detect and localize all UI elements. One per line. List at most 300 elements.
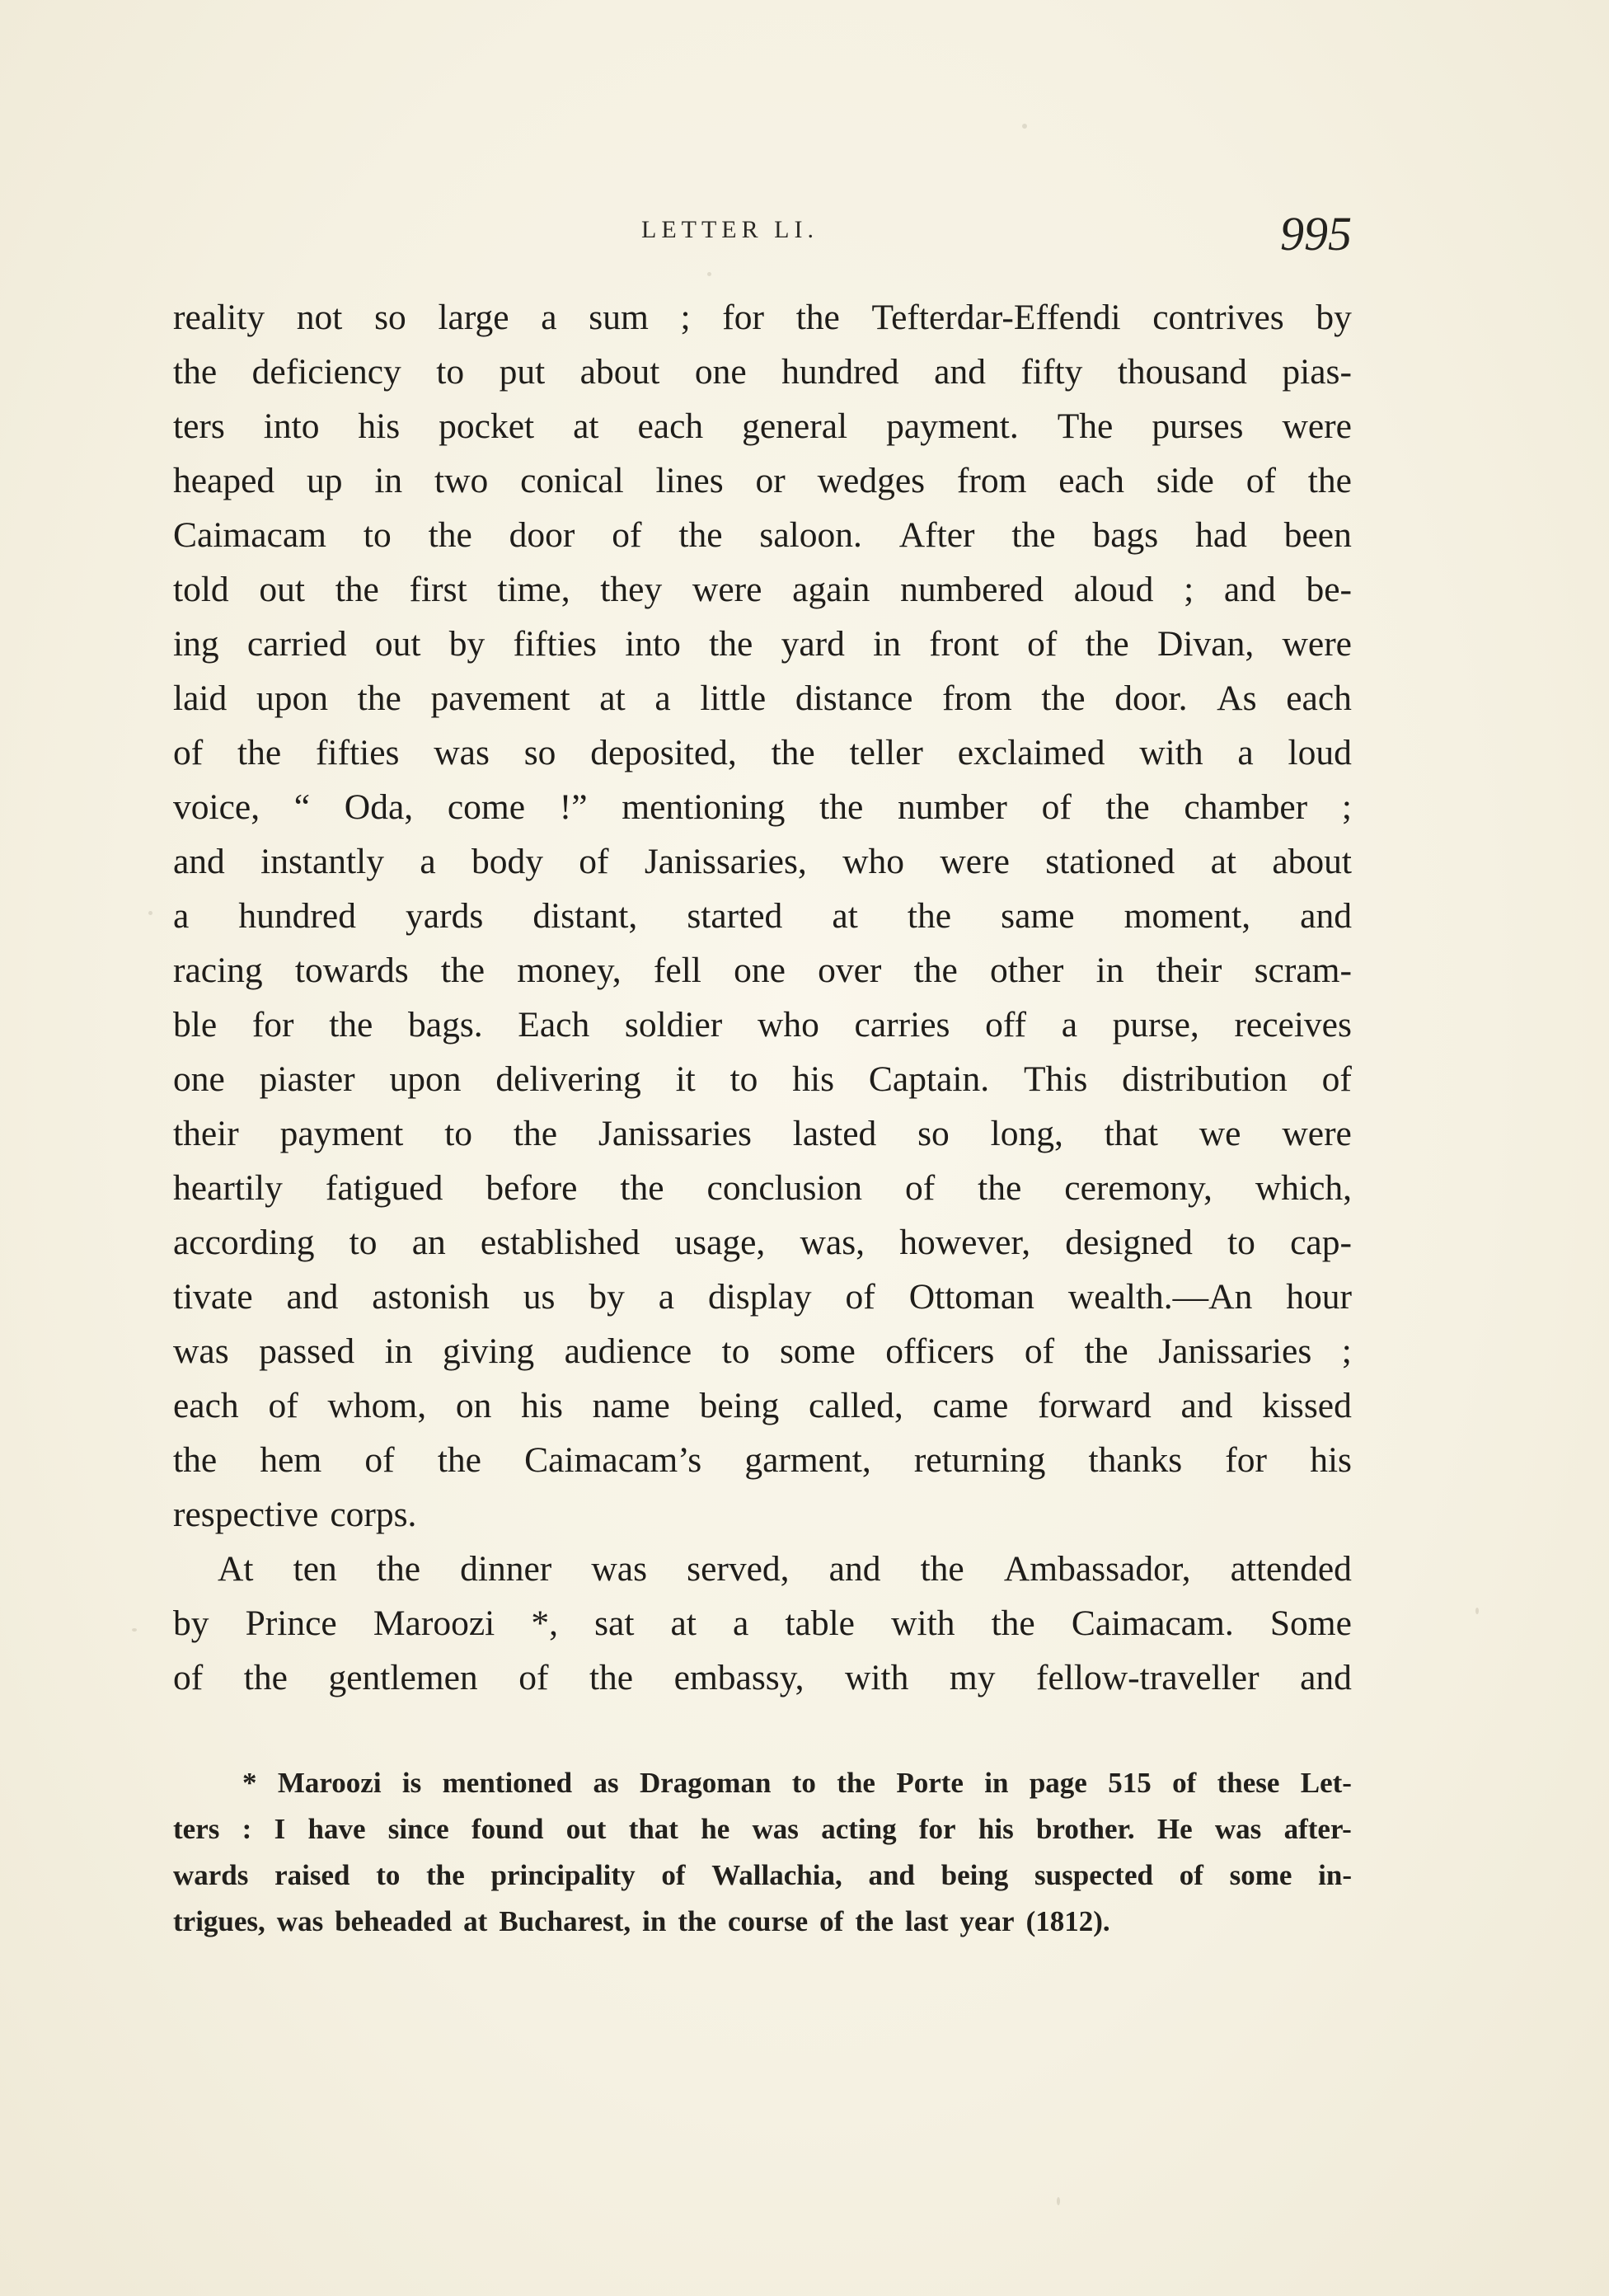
word: in xyxy=(384,1331,413,1371)
word: This xyxy=(1023,1059,1088,1099)
word: and xyxy=(1180,1386,1233,1425)
word: that xyxy=(628,1813,678,1845)
word: came xyxy=(932,1386,1009,1425)
word: started xyxy=(687,896,783,936)
word: of xyxy=(1027,624,1058,664)
word: or xyxy=(755,461,786,500)
word: voice, xyxy=(173,787,260,827)
word: so xyxy=(523,733,556,772)
body-line xyxy=(173,1161,1352,1215)
word: Janissaries xyxy=(1158,1331,1312,1371)
word: lasted xyxy=(792,1114,877,1153)
word: to xyxy=(363,515,392,555)
body-line xyxy=(173,508,1352,562)
word: conical xyxy=(520,461,624,500)
word: at xyxy=(463,1905,488,1937)
word: : xyxy=(242,1813,252,1845)
word: of xyxy=(661,1859,686,1891)
footnote-line xyxy=(173,1852,1352,1899)
word: over xyxy=(818,951,882,990)
word: served, xyxy=(687,1549,790,1589)
word: suspected xyxy=(1034,1859,1153,1891)
word: I xyxy=(274,1813,286,1845)
word: a xyxy=(420,842,436,881)
word: raised xyxy=(274,1859,350,1891)
word: was, xyxy=(800,1223,865,1262)
word: year xyxy=(959,1905,1015,1937)
body-line xyxy=(173,725,1352,780)
word: usage, xyxy=(674,1223,766,1262)
word: two xyxy=(434,461,489,500)
word: Ambassador, xyxy=(1003,1549,1191,1589)
word: by xyxy=(589,1277,625,1317)
word: according xyxy=(173,1223,315,1262)
word: yard xyxy=(781,624,845,664)
word: that xyxy=(1104,1114,1158,1153)
word: officers xyxy=(885,1331,995,1371)
word: by xyxy=(448,624,486,664)
word: a xyxy=(1237,733,1254,772)
word: carries xyxy=(854,1005,950,1045)
word: of xyxy=(579,842,609,881)
word: receives xyxy=(1234,1005,1352,1045)
body-line xyxy=(173,889,1352,943)
word: of xyxy=(173,733,204,772)
word: racing xyxy=(173,951,263,990)
word: in- xyxy=(1318,1859,1352,1891)
word: of xyxy=(1024,1331,1055,1371)
word: to xyxy=(1227,1223,1255,1262)
word: mentioned xyxy=(442,1767,573,1799)
paper-speck xyxy=(1022,124,1027,129)
word: the xyxy=(1041,678,1086,718)
word: upon xyxy=(256,678,328,718)
paper-speck xyxy=(148,911,152,915)
word: side xyxy=(1156,461,1214,500)
word: deficiency xyxy=(251,352,401,392)
word: forward xyxy=(1038,1386,1152,1425)
word: us xyxy=(523,1277,556,1317)
word: one xyxy=(694,352,747,392)
body-line xyxy=(173,1378,1352,1433)
word: Ottoman xyxy=(908,1277,1034,1317)
word: the xyxy=(513,1114,558,1153)
word: into xyxy=(625,624,681,664)
word: the xyxy=(1011,515,1056,555)
word: The xyxy=(1057,406,1114,446)
word: distribution xyxy=(1122,1059,1288,1099)
body-line xyxy=(173,399,1352,453)
word: laid xyxy=(173,678,228,718)
word: body xyxy=(471,842,543,881)
word: other xyxy=(990,951,1064,990)
word: before xyxy=(486,1168,578,1208)
word: the xyxy=(1307,461,1352,500)
word: so xyxy=(917,1114,950,1153)
word: to xyxy=(436,352,465,392)
word: corps. xyxy=(330,1495,417,1534)
word: so xyxy=(374,298,406,337)
word: * xyxy=(242,1767,257,1799)
word: not xyxy=(296,298,343,337)
footnote-line xyxy=(173,1760,1352,1806)
word: of xyxy=(1245,461,1276,500)
body-line xyxy=(173,617,1352,671)
word: was xyxy=(1214,1813,1262,1845)
word: Janissaries xyxy=(598,1114,752,1153)
word: ; xyxy=(1341,1331,1352,1371)
word: numbered xyxy=(900,570,1044,609)
word: a xyxy=(173,896,190,936)
paper-speck xyxy=(1475,1608,1479,1614)
word: been xyxy=(1283,515,1352,555)
word: told xyxy=(173,570,229,609)
word: aloud xyxy=(1073,570,1154,609)
word: distance xyxy=(795,678,913,718)
word: pocket xyxy=(439,406,535,446)
body-line xyxy=(173,562,1352,617)
word: of xyxy=(1041,787,1072,827)
word: thanks xyxy=(1088,1440,1183,1480)
word: established xyxy=(480,1223,640,1262)
word: Caimacam’s xyxy=(524,1440,702,1480)
word: at xyxy=(1210,842,1236,881)
word: instantly xyxy=(260,842,384,881)
word: up xyxy=(307,461,343,500)
word: by xyxy=(1316,298,1352,337)
body-text xyxy=(173,290,1352,1705)
word: and xyxy=(934,352,986,392)
body-line xyxy=(173,345,1352,399)
word: as xyxy=(593,1767,619,1799)
word: in xyxy=(984,1767,1009,1799)
word: heartily xyxy=(173,1168,283,1208)
word: exclaimed xyxy=(957,733,1105,772)
word: out xyxy=(374,624,421,664)
word: hundred xyxy=(781,352,899,392)
word: at xyxy=(599,678,626,718)
word: each xyxy=(637,406,704,446)
word: respective xyxy=(173,1495,319,1534)
word: and xyxy=(1300,896,1352,936)
word: of xyxy=(518,1658,549,1697)
word: were xyxy=(1282,1114,1352,1153)
word: embassy, xyxy=(673,1658,804,1697)
word: 515 xyxy=(1108,1767,1152,1799)
word: teller xyxy=(849,733,923,772)
word: Some xyxy=(1269,1603,1352,1643)
word: Divan, xyxy=(1157,624,1255,664)
word: mentioning xyxy=(622,787,786,827)
word: who xyxy=(842,842,905,881)
word: was xyxy=(752,1813,799,1845)
word: a xyxy=(733,1603,749,1643)
word: a xyxy=(541,298,557,337)
word: fifty xyxy=(1020,352,1083,392)
word: the xyxy=(771,733,815,772)
word: out xyxy=(259,570,305,609)
word: the xyxy=(620,1168,664,1208)
word: to xyxy=(349,1223,378,1262)
body-line xyxy=(173,780,1352,834)
word: is xyxy=(401,1767,422,1799)
word: audience xyxy=(564,1331,692,1371)
word: returning xyxy=(913,1440,1046,1480)
word: be- xyxy=(1306,570,1352,609)
word: principality xyxy=(490,1859,636,1891)
word: ; xyxy=(680,298,691,337)
word: moment, xyxy=(1123,896,1251,936)
word: each xyxy=(1058,461,1124,500)
body-line xyxy=(173,998,1352,1052)
word: astonish xyxy=(372,1277,490,1317)
word: his xyxy=(521,1386,563,1425)
body-line xyxy=(173,1596,1352,1650)
word: payment. xyxy=(886,406,1019,446)
word: to xyxy=(791,1767,816,1799)
word: into xyxy=(263,406,320,446)
word: from xyxy=(956,461,1027,500)
word: “ xyxy=(293,787,311,827)
word: their xyxy=(173,1114,239,1153)
word: the xyxy=(709,624,753,664)
word: come xyxy=(447,787,526,827)
word: Bucharest, xyxy=(499,1905,631,1937)
word: wealth.—An xyxy=(1067,1277,1253,1317)
word: of xyxy=(364,1440,395,1480)
word: attended xyxy=(1230,1549,1352,1589)
word: ble xyxy=(173,1005,218,1045)
word: each xyxy=(173,1386,239,1425)
word: Maroozi xyxy=(277,1767,382,1799)
word: page xyxy=(1029,1767,1087,1799)
footnote-line xyxy=(173,1899,1352,1945)
word: Maroozi xyxy=(373,1603,495,1643)
word: have xyxy=(307,1813,366,1845)
word: heaped xyxy=(173,461,275,500)
word: table xyxy=(785,1603,855,1643)
word: were xyxy=(692,570,762,609)
word: the xyxy=(907,896,952,936)
word: on xyxy=(455,1386,492,1425)
word: the xyxy=(440,951,486,990)
body-line xyxy=(173,1542,1352,1596)
word: was xyxy=(591,1549,648,1589)
word: Porte xyxy=(896,1767,964,1799)
word: with xyxy=(1139,733,1203,772)
word: to xyxy=(444,1114,473,1153)
word: the xyxy=(237,733,282,772)
body-line xyxy=(173,1650,1352,1705)
word: the xyxy=(678,515,723,555)
word: were xyxy=(1282,406,1352,446)
word: after- xyxy=(1283,1813,1352,1845)
word: cap- xyxy=(1290,1223,1352,1262)
word: put xyxy=(499,352,546,392)
word: his xyxy=(358,406,401,446)
word: with xyxy=(845,1658,909,1697)
word: purses xyxy=(1152,406,1244,446)
word: to xyxy=(729,1059,758,1099)
word: Caimacam. xyxy=(1071,1603,1234,1643)
word: Prince xyxy=(245,1603,337,1643)
word: and xyxy=(868,1859,915,1891)
paper-speck xyxy=(132,1628,137,1632)
body-line xyxy=(173,1106,1352,1161)
footnote-line xyxy=(173,1806,1352,1852)
word: ten xyxy=(293,1549,337,1589)
word: the xyxy=(1084,1331,1128,1371)
word: out xyxy=(565,1813,607,1845)
word: upon xyxy=(389,1059,462,1099)
word: ; xyxy=(1184,570,1194,609)
word: wards xyxy=(173,1859,249,1891)
word: the xyxy=(329,1005,373,1045)
word: bags. xyxy=(408,1005,483,1045)
word: Dragoman xyxy=(639,1767,772,1799)
word: of xyxy=(612,515,642,555)
word: the xyxy=(837,1767,875,1799)
word: in xyxy=(1095,951,1124,990)
word: these xyxy=(1217,1767,1280,1799)
word: wedges xyxy=(817,461,926,500)
word: however, xyxy=(899,1223,1031,1262)
word: at xyxy=(832,896,858,936)
word: found xyxy=(471,1813,544,1845)
word: money, xyxy=(517,951,622,990)
word: brother. xyxy=(1035,1813,1135,1845)
word: hundred xyxy=(238,896,356,936)
page-number: 995 xyxy=(1280,207,1352,261)
word: purse, xyxy=(1112,1005,1199,1045)
word: Each xyxy=(518,1005,590,1045)
body-line xyxy=(173,290,1352,345)
word: an xyxy=(411,1223,446,1262)
word: in xyxy=(873,624,901,664)
word: and xyxy=(286,1277,339,1317)
word: course xyxy=(727,1905,809,1937)
word: to xyxy=(376,1859,401,1891)
footnotes xyxy=(173,1760,1352,1945)
body-line xyxy=(173,1433,1352,1487)
word: were xyxy=(940,842,1010,881)
running-head: LETTER LI. xyxy=(641,216,819,243)
word: since xyxy=(387,1813,449,1845)
word: a xyxy=(654,678,671,718)
word: carried xyxy=(246,624,347,664)
word: from xyxy=(942,678,1012,718)
word: designed xyxy=(1065,1223,1193,1262)
word: fifties xyxy=(513,624,597,664)
word: which, xyxy=(1255,1168,1352,1208)
word: and xyxy=(1223,570,1276,609)
word: sat xyxy=(594,1603,635,1643)
word: whom, xyxy=(327,1386,427,1425)
word: hem xyxy=(260,1440,322,1480)
word: piaster xyxy=(259,1059,355,1099)
word: the xyxy=(920,1549,964,1589)
word: the xyxy=(978,1168,1022,1208)
word: sum xyxy=(589,298,649,337)
word: display xyxy=(707,1277,812,1317)
word: front xyxy=(929,624,999,664)
word: saloon. xyxy=(759,515,862,555)
word: long, xyxy=(990,1114,1063,1153)
word: by xyxy=(173,1603,209,1643)
word: they xyxy=(600,570,663,609)
word: little xyxy=(700,678,767,718)
word: the xyxy=(426,1859,465,1891)
word: payment xyxy=(279,1114,404,1153)
word: some xyxy=(779,1331,856,1371)
word: pias- xyxy=(1282,352,1352,392)
word: of xyxy=(268,1386,298,1425)
word: delivering xyxy=(495,1059,641,1099)
word: the xyxy=(795,298,840,337)
body-line xyxy=(173,1052,1352,1106)
word: of xyxy=(173,1658,204,1697)
word: *, xyxy=(531,1603,558,1643)
word: the xyxy=(173,1440,218,1480)
word: at xyxy=(670,1603,697,1643)
word: ceremony, xyxy=(1064,1168,1213,1208)
word: Janissaries, xyxy=(644,842,807,881)
word: for xyxy=(251,1005,294,1045)
word: of xyxy=(904,1168,936,1208)
word: for xyxy=(918,1813,956,1845)
word: who xyxy=(757,1005,819,1045)
body-line xyxy=(173,1487,1352,1542)
word: loud xyxy=(1288,733,1352,772)
word: his xyxy=(1310,1440,1352,1480)
word: the xyxy=(819,787,864,827)
word: kissed xyxy=(1262,1386,1352,1425)
word: the xyxy=(173,352,218,392)
word: the xyxy=(991,1603,1035,1643)
word: bags xyxy=(1092,515,1159,555)
word: were xyxy=(1282,624,1352,664)
word: again xyxy=(792,570,870,609)
word: chamber xyxy=(1184,787,1308,827)
word: door xyxy=(509,515,575,555)
word: contrives xyxy=(1152,298,1284,337)
word: ters xyxy=(173,1813,220,1845)
word: acting xyxy=(821,1813,897,1845)
word: He xyxy=(1156,1813,1193,1845)
word: his xyxy=(792,1059,835,1099)
word: name xyxy=(592,1386,670,1425)
word: reality xyxy=(173,298,265,337)
word: to xyxy=(721,1331,750,1371)
word: fifties xyxy=(316,733,400,772)
word: the xyxy=(335,570,379,609)
word: gentlemen xyxy=(328,1658,478,1697)
word: the xyxy=(913,951,958,990)
word: fatigued xyxy=(325,1168,443,1208)
page-header xyxy=(173,206,1352,272)
word: number xyxy=(897,787,1007,827)
word: thousand xyxy=(1117,352,1247,392)
word: the xyxy=(437,1440,481,1480)
word: we xyxy=(1199,1114,1241,1153)
word: and xyxy=(173,842,225,881)
word: the xyxy=(243,1658,288,1697)
word: the xyxy=(1105,787,1150,827)
body-line xyxy=(173,1215,1352,1270)
word: hour xyxy=(1286,1277,1352,1317)
word: general xyxy=(742,406,848,446)
body-line xyxy=(173,671,1352,725)
